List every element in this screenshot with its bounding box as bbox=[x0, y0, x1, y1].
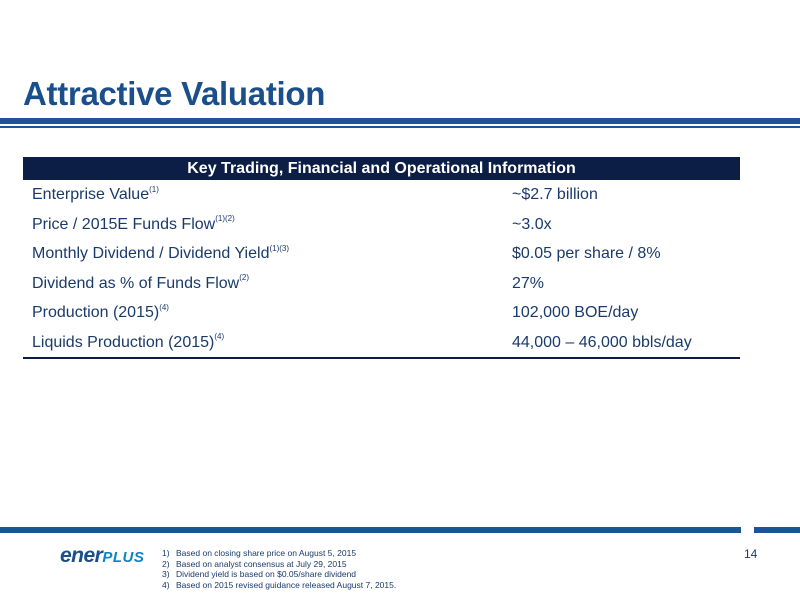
info-table bbox=[23, 157, 740, 359]
row-label: Price / 2015E Funds Flow$^{(1)(2)}$ bbox=[32, 214, 235, 233]
footnote-item: 4) Based on 2015 revised guidance released August 7, 2015. bbox=[162, 579, 397, 590]
footer-divider-right bbox=[754, 527, 800, 533]
row-label: Production $(2015)^{(4)}$ bbox=[32, 302, 169, 321]
row-value: 27% bbox=[512, 274, 545, 292]
table-row bbox=[23, 298, 740, 328]
footnote-item: 3) Dividend yield is based on $0.05/share dividend bbox=[162, 569, 357, 579]
footnote-item: 2) Based on analyst consensus at July 29, 2015 bbox=[162, 558, 347, 569]
footnote-ref: (1)(3) bbox=[269, 243, 290, 253]
row-label: Enterprise Value$^{(1)}$ bbox=[32, 184, 159, 203]
title-divider-thin bbox=[0, 126, 800, 128]
footnote-item: 1) Based on closing share price on August 5, 2015 bbox=[162, 548, 357, 558]
table-row bbox=[23, 269, 740, 299]
table-row bbox=[23, 328, 740, 358]
table-row bbox=[23, 210, 740, 240]
row-value: 44,000 – 46,000 bbls/day bbox=[512, 333, 692, 351]
row-value: ~3.0x bbox=[512, 215, 552, 233]
title-divider-thick bbox=[0, 118, 800, 124]
table-header: Key Trading, Financial and Operational Information bbox=[23, 157, 740, 180]
row-value: ~$2.7 billion bbox=[512, 186, 598, 203]
table-row bbox=[23, 239, 740, 269]
slide-title: Attractive Valuation bbox=[23, 75, 326, 112]
table-row bbox=[23, 180, 740, 210]
row-value: $0.05 per share / 8% bbox=[512, 245, 661, 262]
enerplus-logo: enerPLUS bbox=[60, 544, 145, 567]
page-number: 14 bbox=[744, 547, 758, 561]
row-label: Dividend as % of Funds Flow$^{(2)}$ bbox=[32, 273, 249, 292]
table-bottom-rule bbox=[23, 357, 740, 359]
footnote-ref: (4) bbox=[159, 302, 169, 312]
row-value: 102,000 BOE/day bbox=[512, 304, 639, 321]
footer-divider bbox=[0, 527, 741, 533]
row-label: Liquids Production $(2015)^{(4)}$ bbox=[32, 332, 225, 351]
footnote-ref: (2) bbox=[239, 273, 249, 283]
footnotes bbox=[162, 548, 396, 590]
row-label: Monthly Dividend / Dividend Yield$^{(1)(3)}$ bbox=[32, 243, 290, 262]
footnote-ref: (4) bbox=[214, 332, 225, 342]
footnote-ref: (1) bbox=[149, 184, 159, 194]
footnote-ref: (1)(2) bbox=[215, 214, 235, 224]
